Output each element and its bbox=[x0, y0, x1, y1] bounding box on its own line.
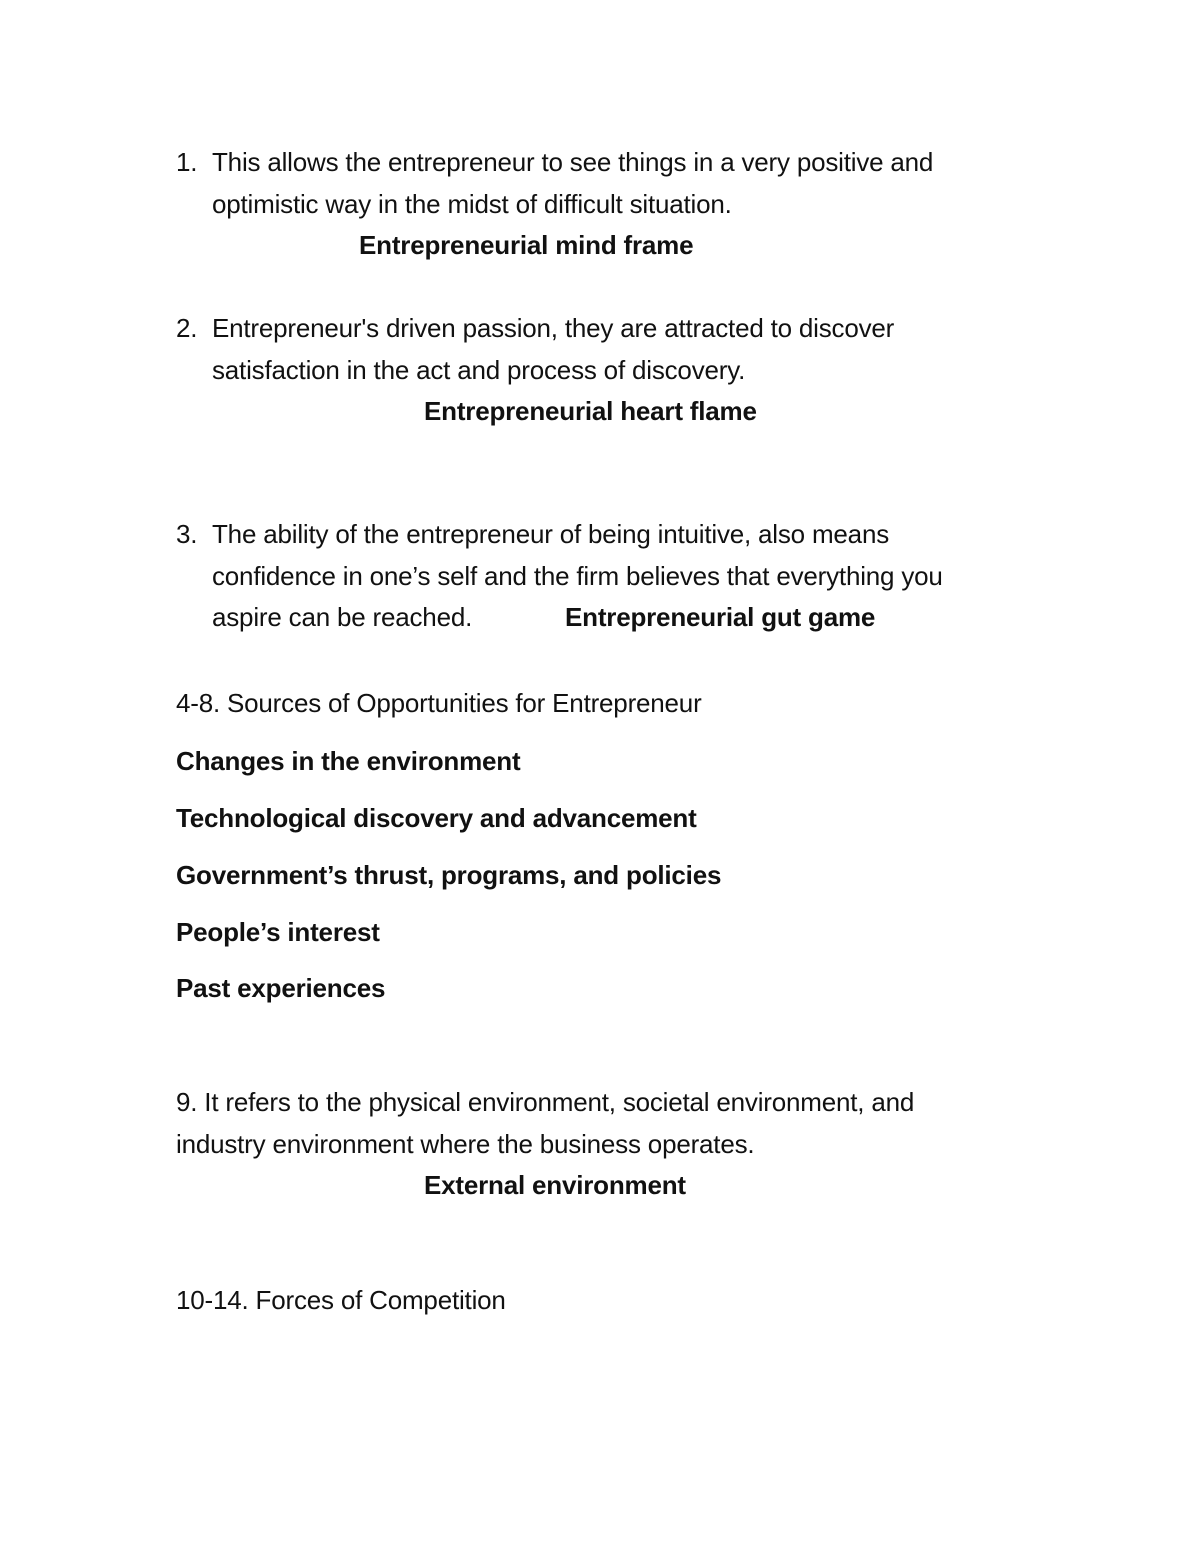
item-3-answer: Entrepreneurial gut game bbox=[565, 602, 876, 632]
item-9-answer: External environment bbox=[424, 1170, 686, 1200]
item-3-line-2: confidence in one’s self and the firm believes that everything you bbox=[212, 561, 943, 591]
item-9-line-2: industry environment where the business operates. bbox=[176, 1129, 755, 1159]
item-2-answer: Entrepreneurial heart flame bbox=[424, 396, 757, 426]
forces-heading: 10-14. Forces of Competition bbox=[176, 1285, 506, 1315]
item-1-number: 1. bbox=[176, 147, 198, 177]
source-item: Government’s thrust, programs, and policies bbox=[176, 860, 722, 890]
item-3-number: 3. bbox=[176, 519, 198, 549]
item-3-line-3: aspire can be reached. bbox=[212, 602, 473, 632]
item-2-number: 2. bbox=[176, 313, 198, 343]
item-2-line-2: satisfaction in the act and process of discovery. bbox=[212, 355, 746, 385]
item-2-line-1: Entrepreneur's driven passion, they are attracted to discover bbox=[212, 313, 895, 343]
source-item: People’s interest bbox=[176, 917, 380, 947]
item-1-answer: Entrepreneurial mind frame bbox=[359, 230, 694, 260]
item-9-line-1: 9. It refers to the physical environment, societal environment, and bbox=[176, 1087, 915, 1117]
item-3-line-1: The ability of the entrepreneur of being intuitive, also means bbox=[212, 519, 890, 549]
item-1-line-2: optimistic way in the midst of difficult situation. bbox=[212, 189, 732, 219]
source-item: Changes in the environment bbox=[176, 746, 521, 776]
sources-heading: 4-8. Sources of Opportunities for Entrepreneur bbox=[176, 688, 702, 718]
item-1-line-1: This allows the entrepreneur to see things in a very positive and bbox=[212, 147, 934, 177]
source-item: Past experiences bbox=[176, 973, 386, 1003]
source-item: Technological discovery and advancement bbox=[176, 803, 697, 833]
